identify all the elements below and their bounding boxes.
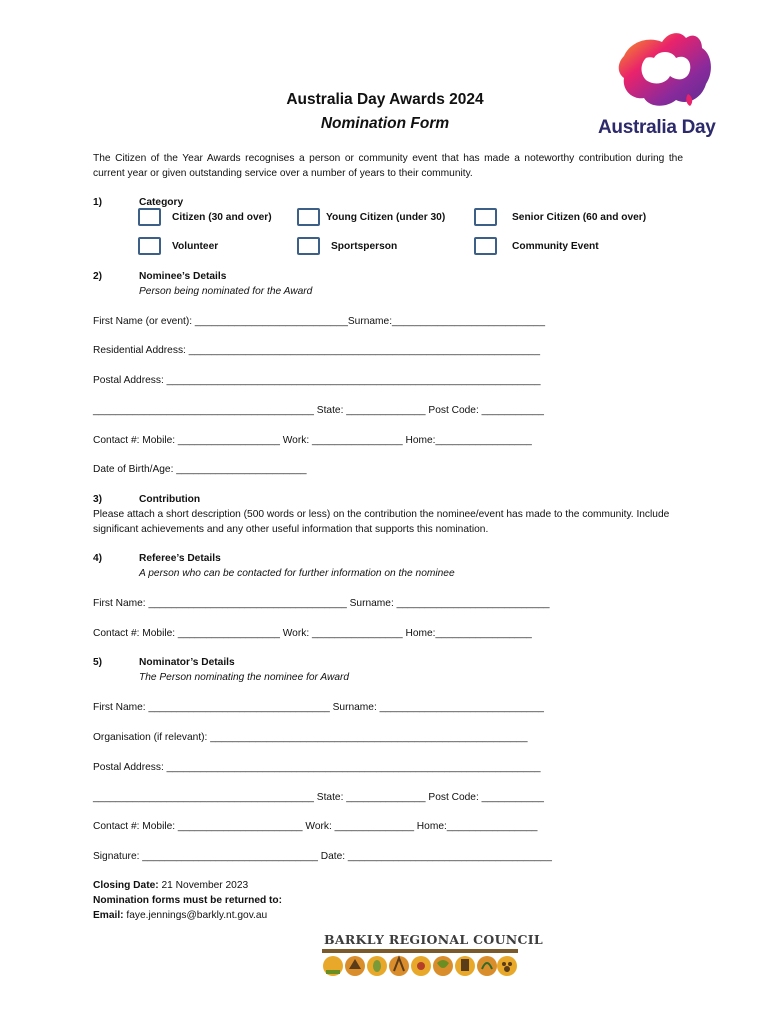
nominee-dob-field[interactable]: Date of Birth/Age: _______________________ — [93, 464, 307, 475]
nominator-contact-field[interactable]: Contact #: Mobile: ______________________ Work: ______________ Home:________________ — [93, 821, 538, 832]
nominator-signature-field[interactable]: Signature: _______________________________ Date: ____________________________________ — [93, 851, 552, 862]
closing-date — [93, 878, 248, 893]
checkbox-community-event[interactable] — [474, 237, 497, 255]
closing-date-value: 21 November 2023 — [161, 880, 249, 891]
checkbox-sportsperson[interactable] — [297, 237, 320, 255]
nominee-residential-address-field[interactable]: Residential Address: ______________________________________________________________ — [93, 345, 540, 356]
council-emblem-icon — [322, 949, 518, 980]
nominator-state-postcode-field[interactable]: _______________________________________ State: ______________ Post Code: ___________ — [93, 792, 544, 803]
label-young-citizen: Young Citizen (under 30) — [326, 212, 446, 223]
checkbox-volunteer[interactable] — [138, 237, 161, 255]
nominator-organisation-field[interactable]: Organisation (if relevant): ________________________________________________________ — [93, 732, 528, 743]
label-citizen: Citizen (30 and over) — [172, 212, 272, 223]
checkbox-senior-citizen[interactable] — [474, 208, 497, 226]
nominator-postal-address-field[interactable]: Postal Address: __________________________________________________________________ — [93, 762, 541, 773]
page-subtitle: Nomination Form — [320, 115, 450, 132]
checkbox-citizen[interactable] — [138, 208, 161, 226]
section-number-nominator: 5) — [93, 657, 103, 668]
section-number-contribution: 3) — [93, 494, 103, 505]
contribution-text: Please attach a short description (500 words or less) on the contribution the nominee/event has made to the community. Include significant achievements and any other useful information that supports this nomination. — [93, 509, 670, 535]
checkbox-young-citizen[interactable] — [297, 208, 320, 226]
section-number-category: 1) — [93, 197, 103, 208]
section-number-referee: 4) — [93, 553, 103, 564]
section-number-nominee: 2) — [93, 271, 103, 282]
nominator-name-field[interactable]: First Name: ________________________________ Surname: _____________________________ — [93, 702, 544, 713]
barkly-council-logo — [322, 930, 544, 982]
closing-date-label: Closing Date: — [93, 880, 159, 891]
label-volunteer: Volunteer — [172, 241, 219, 252]
referee-heading: Referee’s Details — [139, 553, 221, 564]
referee-name-field[interactable]: First Name: ___________________________________ Surname: ___________________________ — [93, 598, 550, 609]
logo-text: Australia Day — [598, 117, 716, 138]
nominee-heading: Nominee’s Details — [139, 271, 227, 282]
email-label: Email: — [93, 910, 124, 921]
council-logo-text: BARKLY REGIONAL COUNCIL — [324, 932, 544, 947]
page-title: Australia Day Awards 2024 — [286, 91, 484, 108]
referee-subheading: A person who can be contacted for further information on the nominee — [139, 568, 455, 579]
nominee-name-field[interactable]: First Name (or event): ___________________________Surname:___________________________ — [93, 316, 546, 327]
nominator-subheading: The Person nominating the nominee for Award — [139, 672, 350, 683]
email-value[interactable]: faye.jennings@barkly.nt.gov.au — [126, 910, 268, 921]
nominator-heading: Nominator’s Details — [139, 657, 235, 668]
nominee-subheading: Person being nominated for the Award — [139, 286, 313, 297]
contribution-heading: Contribution — [139, 494, 201, 505]
intro-text: The Citizen of the Year Awards recognises a person or community event that has made a noteworthy contribution during the current year or given outstanding service over a number of years to their community. — [93, 153, 683, 179]
referee-contact-field[interactable]: Contact #: Mobile: __________________ Work: ________________ Home:_________________ — [93, 628, 532, 639]
nominee-postal-address-field[interactable]: Postal Address: __________________________________________________________________ — [93, 375, 541, 386]
label-senior-citizen: Senior Citizen (60 and over) — [512, 212, 647, 223]
return-instruction: Nomination forms must be returned to: — [93, 895, 283, 906]
nominee-state-postcode-field[interactable]: _______________________________________ State: ______________ Post Code: ___________ — [93, 405, 544, 416]
nominee-contact-field[interactable]: Contact #: Mobile: __________________ Work: ________________ Home:_________________ — [93, 435, 532, 446]
category-heading: Category — [139, 197, 184, 208]
label-sportsperson: Sportsperson — [331, 241, 398, 252]
return-email — [93, 908, 267, 923]
label-community-event: Community Event — [512, 241, 599, 252]
